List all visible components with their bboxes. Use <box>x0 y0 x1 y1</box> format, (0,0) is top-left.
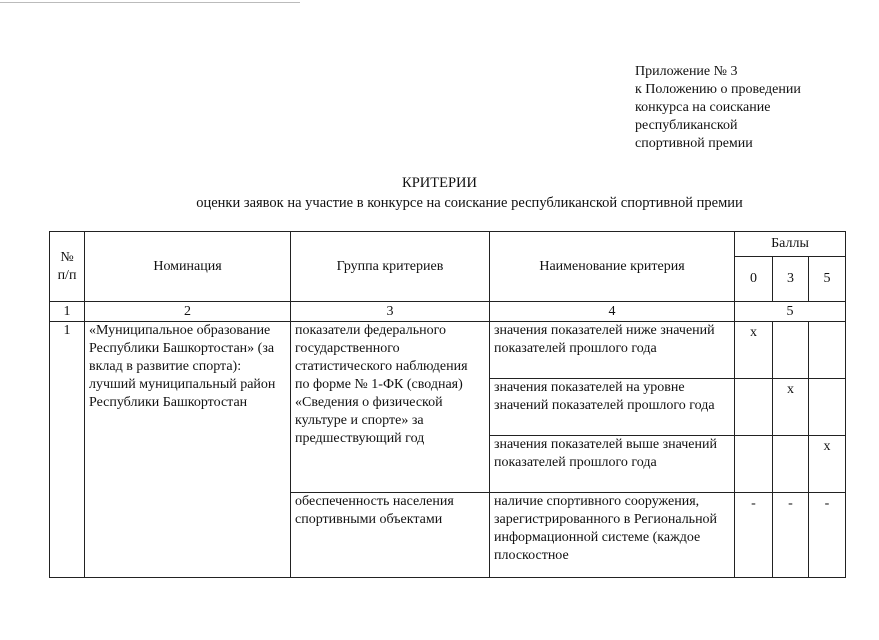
score-mark: x <box>735 322 773 379</box>
appendix-line: спортивной премии <box>635 136 753 151</box>
score-mark: x <box>809 436 846 493</box>
criterion-name: значения показателей выше значений показателей прошлого года <box>490 436 735 493</box>
row-num: 1 <box>50 322 85 578</box>
appendix-line: Приложение № 3 <box>635 64 738 79</box>
score-mark <box>809 322 846 379</box>
header-nomination: Номинация <box>85 232 291 302</box>
score-mark <box>773 322 809 379</box>
score-mark: - <box>735 493 773 578</box>
header-points: Баллы <box>735 232 846 257</box>
criterion-name: наличие спортивного сооружения, зарегистрированного в Региональной информационной системе (каждое плоскостное <box>490 493 735 578</box>
row-group-facilities: обеспеченность населения спортивными объектами <box>291 493 490 578</box>
criteria-table <box>49 231 846 578</box>
criterion-name: значения показателей на уровне значений показателей прошлого года <box>490 379 735 436</box>
column-number: 2 <box>85 302 291 322</box>
header-points-0: 0 <box>735 257 773 302</box>
header-criterion: Наименование критерия <box>490 232 735 302</box>
column-number: 5 <box>735 302 846 322</box>
column-number: 1 <box>50 302 85 322</box>
score-mark: - <box>809 493 846 578</box>
score-mark <box>735 436 773 493</box>
score-mark <box>773 436 809 493</box>
score-mark <box>735 379 773 436</box>
header-points-3: 3 <box>773 257 809 302</box>
appendix-line: к Положению о проведении <box>635 82 801 97</box>
score-mark: x <box>773 379 809 436</box>
appendix-line: конкурса на соискание <box>635 100 771 115</box>
document-subtitle: оценки заявок на участие в конкурсе на соискание республиканской спортивной премии <box>196 195 743 211</box>
appendix-line: республиканской <box>635 118 738 133</box>
header-group: Группа критериев <box>291 232 490 302</box>
column-number: 3 <box>291 302 490 322</box>
row-group-statistics: показатели федерального государственного статистического наблюдения по форме № 1-ФК (сводная) «Сведения о физической культуре и спорте» за предшествующий год <box>291 322 490 493</box>
document-title: КРИТЕРИИ <box>402 175 477 191</box>
scan-top-line <box>0 2 300 3</box>
criterion-name: значения показателей ниже значений показателей прошлого года <box>490 322 735 379</box>
header-num: № п/п <box>50 232 85 302</box>
score-mark <box>809 379 846 436</box>
row-nomination: «Муниципальное образование Республики Башкортостан» (за вклад в развитие спорта): лучший муниципальный район Республики Башкортостан <box>85 322 291 578</box>
appendix-note <box>635 63 801 153</box>
column-number: 4 <box>490 302 735 322</box>
score-mark: - <box>773 493 809 578</box>
header-points-5: 5 <box>809 257 846 302</box>
